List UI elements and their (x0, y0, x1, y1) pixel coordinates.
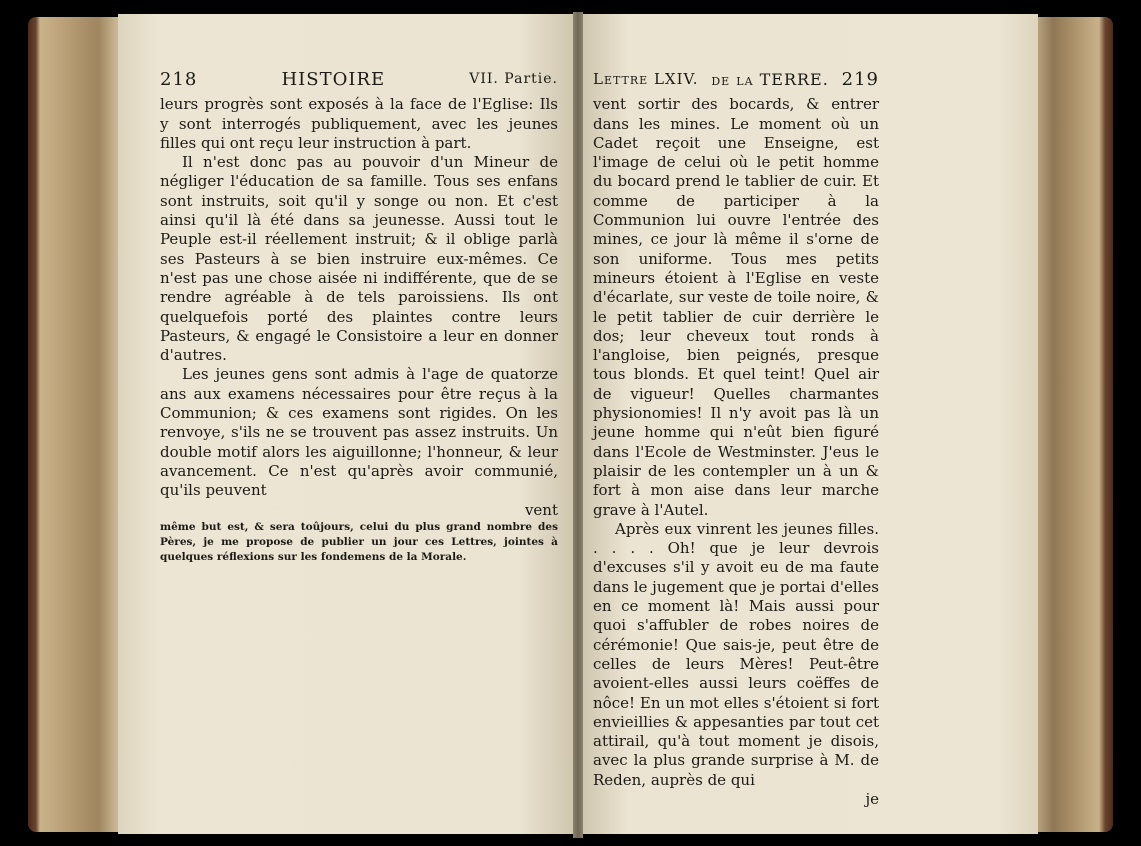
right-page-text (593, 70, 879, 809)
right-letter-label: Lettre LXIV. (593, 70, 699, 88)
left-catchword: vent (524, 500, 558, 519)
left-page-text (160, 70, 558, 565)
left-part-label: VII. Partie. (469, 71, 558, 87)
right-catchword: je (865, 789, 879, 808)
left-paragraph-1: leurs progrès sont exposés à la face de l'Eglise: Ils y sont interrogés publiquement, avec les jeunes filles qui ont reçu leur instruction à part. (160, 95, 558, 152)
left-footnote: même but est, & sera toûjours, celui du plus grand nombre des Pères, je me propose de publier un jour ces Lettres, jointes à quelques réflexions sur les fondemens de la Morale. (160, 520, 558, 563)
left-running-head (160, 70, 558, 89)
left-page-number: 218 (160, 69, 198, 90)
left-running-title: HISTOIRE (281, 69, 386, 90)
right-running-title: de la TERRE. (711, 70, 829, 89)
book-gutter (573, 12, 583, 838)
left-paragraph-3: Les jeunes gens sont admis à l'age de quatorze ans aux examens nécessaires pour être reçus à la Communion; & ces examens sont rigides. On les renvoye, s'ils ne se trouvent pas assez instruits. Un double motif alors les aiguillonne; l'honneur, & leur avancement. Ce n'est qu'après avoir communié, qu'ils peuvent (160, 365, 558, 500)
left-paragraph-2: Il n'est donc pas au pouvoir d'un Mineur de négliger l'éducation de sa famille. Tous ses enfans sont instruits, soit qu'il y songe ou non. Et c'est ainsi qu'il là été dans sa jeunesse. Aussi tout le Peuple est-il réellement instruit; & il oblige parlà ses Pasteurs à se bien instruire eux-mêmes. Ce n'est pas une chose aisée ni indifférente, que de se rendre agréable à de tels paroissiens. Ils ont quelquefois porté des plaintes contre leurs Pasteurs, & engagé le Consistoire a leur en donner d'autres. (160, 153, 558, 365)
book-edge-left (28, 17, 128, 832)
right-running-head (593, 70, 879, 89)
right-paragraph-1: vent sortir des bocards, & entrer dans les mines. Le moment où un Cadet reçoit une Enseigne, est l'image de celui où le petit homme du bocard prend le tablier de cuir. Et comme de participer à la Communion lui ouvre l'entrée des mines, ce jour là même il s'orne de son uniforme. Tous mes petits mineurs étoient à l'Eglise en veste d'écarlate, sur veste de toile noire, & le petit tablier de cuir derrière le dos; leur cheveux tout ronds à l'angloise, bien peignés, presque tous blonds. Et quel teint! Quel air de vigueur! Quelles charmantes physionomies! Il n'y avoit pas là un jeune homme qui n'eût bien figuré dans l'Ecole de Westminster. J'eus le plaisir de les contempler un à un & fort à mon aise dans leur marche grave à l'Autel. (593, 95, 879, 519)
right-page-number: 219 (841, 69, 879, 90)
right-paragraph-2: Après eux vinrent les jeunes filles. . . . . Oh! que je leur devrois d'excuses s'il y avoit eu de ma faute dans le jugement que je portai d'elles en ce moment là! Mais aussi pour quoi s'affubler de robes noires de cérémonie! Que sais-je, peut être de celles de leurs Mères! Peut-être avoient-elles aussi leurs coëffes de nôce! En un mot elles s'étoient si fort envieillies & appesanties par tout cet attirail, qu'à tout moment je disois, avec la plus grande surprise à M. de Reden, auprès de qui (593, 519, 879, 789)
